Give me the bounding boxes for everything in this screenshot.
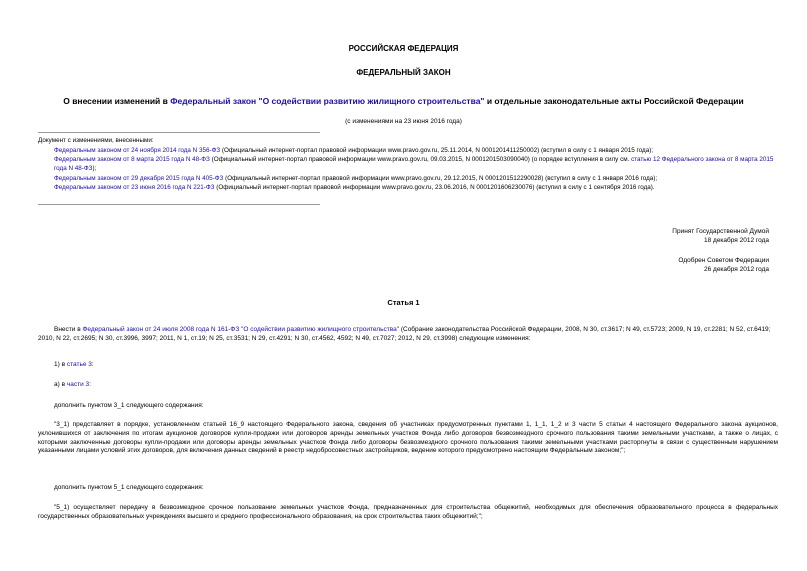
p3-prefix: а) в <box>54 381 67 388</box>
quote-3-1: "3_1) представляет в порядке, установленном статьей 16_9 настоящего Федерального закона, сведения об участниках предусмотренных пунктами 1, 1_1, 1_2 и 3 части 5 статьи 4 настоящего Федерального закона аукционов, уклонившихся от заключения по итогам аукционов договоров купли-продажи или договоров аренды земельных участков Фонда либо договоров безвозмездного срочного пользования такими земельными участками, а также о лицах, с которыми заключенные договоры купли-продажи или договоры аренды земельных участков Фонда либо договоры безвозмездного срочного пользования такими земельными участками расторгнуты в связи с существенным нарушением указанными лицами условий этих договоров, для включения данных сведений в реестр недобросовестных застройщиков, ведение которого предусмотрено настоящим Федеральным законом;"; <box>38 421 778 455</box>
change-text: (Официальный интернет-портал правовой информации www.pravo.gov.ru, 23.06.2016, N 0001201606230076) (вступил в силу с 1 сентября 2016 года). <box>214 184 655 192</box>
p2-suffix: : <box>91 361 94 368</box>
body-add-5-1: дополнить пунктом 5_1 следующего содержания: <box>54 484 204 491</box>
change-item <box>38 175 776 184</box>
change-link-article[interactable]: статью 12 Федерального закона от 8 марта 2015 года N 48-ФЗ <box>54 156 774 172</box>
change-link[interactable]: Федеральным законом от 29 декабря 2015 года N 405-ФЗ <box>54 174 224 182</box>
accepted-line2: 18 декабря 2012 года <box>703 236 769 244</box>
changes-intro: Документ с изменениями, внесенными: <box>38 137 154 144</box>
change-link[interactable]: Федеральным законом от 24 ноября 2014 года N 356-ФЗ <box>54 146 221 154</box>
law-title-prefix: О внесении изменений в <box>63 96 171 106</box>
country-heading: РОССИЙСКАЯ ФЕДЕРАЦИЯ <box>348 44 459 53</box>
p2-article-link[interactable]: статье 3 <box>66 361 92 368</box>
change-link[interactable]: Федеральным законом от 8 марта 2015 года N 48-ФЗ <box>54 156 210 164</box>
approved-block <box>678 257 769 275</box>
changes-block <box>38 137 776 194</box>
p2-prefix: 1) в <box>54 361 67 368</box>
change-text: (Официальный интернет-портал правовой информации www.pravo.gov.ru, 25.11.2014, N 0001201411250002) (вступил в силу с 1 января 2015 года); <box>220 146 654 154</box>
p3-suffix: : <box>89 381 91 388</box>
divider-top <box>38 132 320 133</box>
body-paragraph-intro <box>38 326 776 344</box>
accepted-block <box>672 228 769 246</box>
p1-prefix: Внести в <box>54 326 83 333</box>
body-add-3-1: дополнить пунктом 3_1 следующего содержания: <box>54 402 204 409</box>
approved-line1: Одобрен Советом Федерации <box>678 257 769 264</box>
p1-text: (Собрание законодательства Российской Федерации, 2008, N 30, ст.3617; N 49, ст.5723; 2009, N 19, ст.2281; N 52, ст.6419; 2010, N 22, ст.2695; N 30, ст.3996, 3997; 2011, N 1, ст.19; N 25, ст.3531; N 29, ст.4291; N 30, ст.4562, 4592; N 49, ст.7027; 2012, N 29, ст.3998) следующие изменения: <box>38 326 771 342</box>
change-link[interactable]: Федеральным законом от 23 июня 2016 года N 221-ФЗ <box>54 184 215 192</box>
divider-bottom <box>38 204 320 205</box>
edition-note: (с изменениями на 23 июня 2016 года) <box>345 118 462 125</box>
change-text: (Официальный интернет-портал правовой информации www.pravo.gov.ru, 29.12.2015, N 0001201512290028) (вступил в силу с 1 января 2016 года); <box>223 174 658 182</box>
change-item <box>38 156 776 173</box>
approved-line2: 26 декабря 2012 года <box>703 265 769 273</box>
change-item <box>38 147 776 156</box>
body-item-1 <box>38 361 776 370</box>
change-item <box>38 184 776 193</box>
doc-type-heading: ФЕДЕРАЛЬНЫЙ ЗАКОН <box>356 68 451 77</box>
article-heading: Статья 1 <box>387 298 420 307</box>
change-text-tail: ); <box>92 164 97 172</box>
law-title-link[interactable]: Федеральный закон "О содействии развитию жилищного строительства" <box>170 96 485 106</box>
change-text: (Официальный интернет-портал правовой информации www.pravo.gov.ru, 09.03.2015, N 0001201503090040) (о порядке вступления в силу см. <box>209 156 632 164</box>
body-item-a <box>38 381 776 390</box>
p1-law-link[interactable]: Федеральный закон от 24 июля 2008 года N 161-ФЗ "О содействии развитию жилищного строительства" <box>82 326 400 333</box>
law-title-suffix: и отдельные законодательные акты Российской Федерации <box>484 96 744 106</box>
p3-part-link[interactable]: части 3 <box>66 381 90 388</box>
accepted-line1: Принят Государственной Думой <box>672 228 769 235</box>
law-title <box>0 96 807 107</box>
quote-5-1: "5_1) осуществляет передачу в безвозмездное срочное пользование земельных участков Фонда, предназначенных для строительства общежитий, необходимых для обеспечения образовательного процесса в федеральных государственных образовательных учреждениях высшего и среднего профессионального образования, на срок строительства таких общежитий;"; <box>38 504 778 520</box>
